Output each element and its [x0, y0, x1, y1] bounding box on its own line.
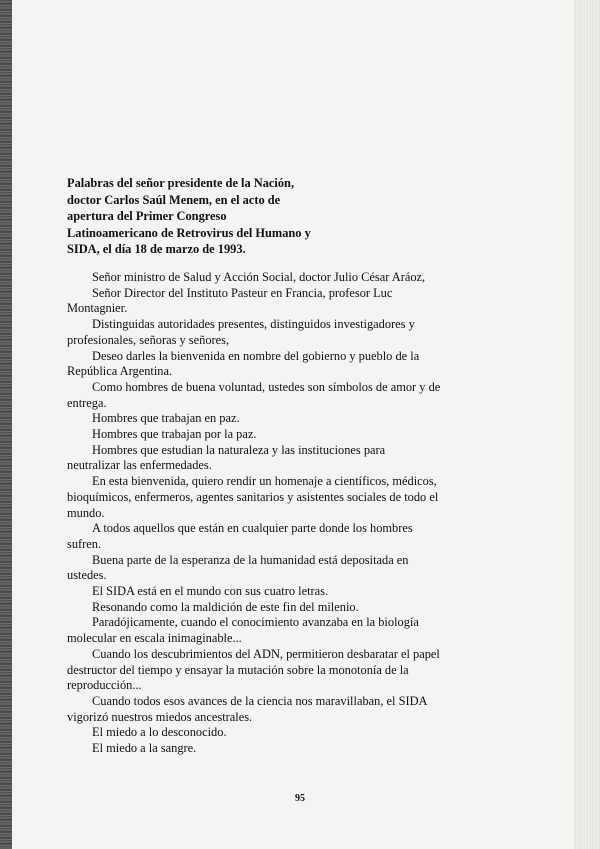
- body-line: Como hombres de buena voluntad, ustedes son símbolos de amor y de: [92, 379, 441, 394]
- body-line: El miedo a lo desconocido.: [92, 725, 227, 740]
- body-line: mundo.: [67, 505, 105, 520]
- body-line: Hombres que trabajan en paz.: [92, 411, 240, 426]
- scan-page-edge: [574, 0, 600, 849]
- body-line: Señor ministro de Salud y Acción Social, doctor Julio César Aráoz,: [92, 270, 426, 284]
- body-line: Cuando todos esos avances de la ciencia nos maravillaban, el SIDA: [92, 693, 428, 708]
- body-line: molecular en escala inimaginable...: [67, 631, 242, 646]
- body-line: sufren.: [67, 536, 102, 551]
- scan-binding-edge: [0, 0, 12, 849]
- body-line: Montagnier.: [67, 301, 128, 316]
- speech-heading: [67, 175, 367, 258]
- body-line: ustedes.: [67, 568, 107, 583]
- body-line: neutralizar las enfermedades.: [67, 458, 212, 473]
- body-line: República Argentina.: [67, 364, 173, 379]
- body-line: El SIDA está en el mundo con sus cuatro letras.: [92, 584, 329, 599]
- heading-line: apertura del Primer Congreso: [67, 209, 227, 224]
- body-line: Resonando como la maldición de este fin del milenio.: [92, 599, 359, 614]
- speech-body: [67, 270, 475, 757]
- body-line: A todos aquellos que están en cualquier parte donde los hombres: [92, 521, 413, 536]
- heading-line: SIDA, el día 18 de marzo de 1993.: [67, 242, 246, 257]
- body-line: vigorizó nuestros miedos ancestrales.: [67, 709, 253, 724]
- body-line: Distinguidas autoridades presentes, distinguidos investigadores y: [92, 317, 415, 332]
- body-line: entrega.: [67, 395, 107, 410]
- body-line: Señor Director del Instituto Pasteur en Francia, profesor Luc: [92, 285, 393, 300]
- body-line: El miedo a la sangre.: [92, 741, 197, 756]
- body-line: Paradójicamente, cuando el conocimiento avanzaba en la biología: [92, 615, 419, 630]
- body-line: profesionales, señoras y señores,: [67, 332, 230, 347]
- body-line: destructor del tiempo y ensayar la mutación sobre la monotonía de la: [67, 662, 409, 677]
- page-number: 95: [295, 793, 305, 804]
- body-line: Cuando los descubrimientos del ADN, permitieron desbaratar el papel: [92, 646, 440, 661]
- body-line: Deseo darles la bienvenida en nombre del gobierno y pueblo de la: [92, 348, 420, 363]
- body-line: Hombres que trabajan por la paz.: [92, 427, 257, 442]
- heading-line: Latinoamericano de Retrovirus del Humano y: [67, 225, 311, 240]
- body-line: En esta bienvenida, quiero rendir un homenaje a científicos, médicos,: [92, 474, 437, 489]
- heading-line: doctor Carlos Saúl Menem, en el acto de: [67, 192, 281, 207]
- heading-line: Palabras del señor presidente de la Nación,: [67, 176, 295, 190]
- body-line: bioquímicos, enfermeros, agentes sanitarios y asistentes sociales de todo el: [67, 489, 439, 504]
- body-line: reproducción...: [67, 678, 142, 693]
- body-line: Buena parte de la esperanza de la humanidad está depositada en: [92, 552, 409, 567]
- body-line: Hombres que estudian la naturaleza y las instituciones para: [92, 442, 386, 457]
